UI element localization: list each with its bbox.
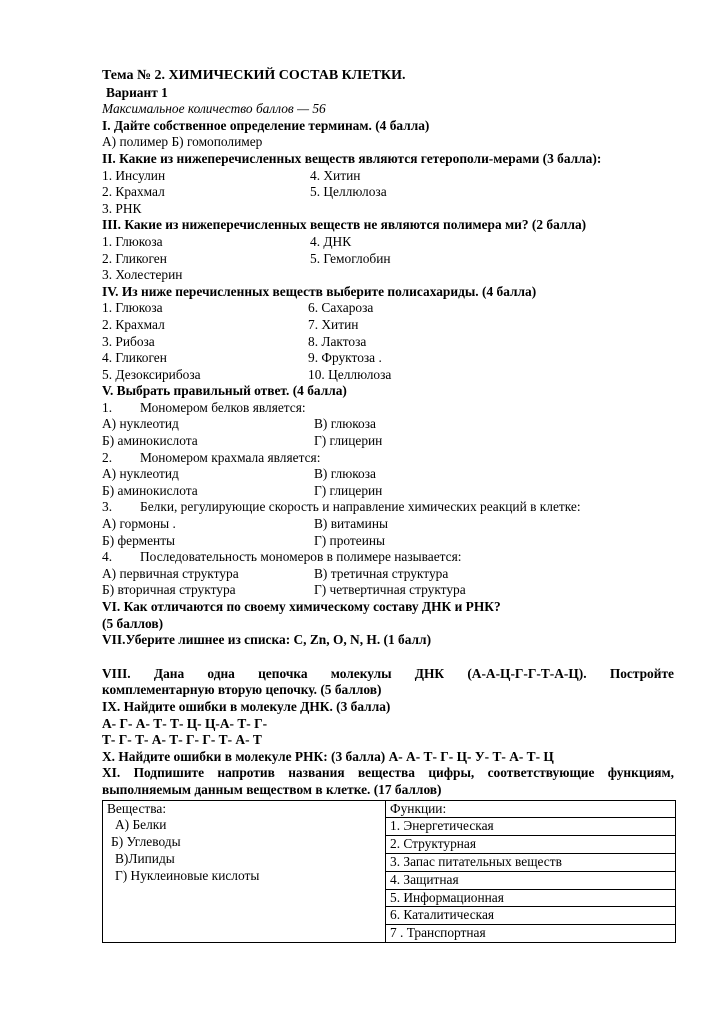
page-title: Тема № 2. ХИМИЧЕСКИЙ СОСТАВ КЛЕТКИ. bbox=[102, 68, 406, 83]
option-left: 3. РНК bbox=[102, 200, 142, 216]
functions-header: Функции: bbox=[390, 800, 447, 816]
option-right: 6. Сахароза bbox=[308, 300, 374, 316]
functions-table bbox=[102, 800, 676, 943]
answer-right: В) третичная структура bbox=[314, 565, 449, 581]
substance-item: Б) Углеводы bbox=[111, 834, 181, 850]
option-right: 10. Целлюлоза bbox=[308, 366, 392, 382]
question-4-option-row bbox=[102, 350, 674, 367]
function-item: 4. Защитная bbox=[386, 871, 675, 889]
subquestion-text bbox=[102, 499, 674, 516]
answer-left: Б) аминокислота bbox=[102, 433, 198, 449]
question-8-task: комплементарную вторую цепочку. (5 баллов) bbox=[102, 682, 382, 698]
subquestion-prompt: Белки, регулирующие скорость и направление химических реакций в клетке: bbox=[140, 499, 581, 515]
substance-item: А) Белки bbox=[115, 817, 167, 833]
question-11-heading: XI. Подпишите напротив названия вещества цифры, соответствующие функциям, bbox=[102, 765, 674, 781]
question-4-option-row bbox=[102, 300, 674, 317]
function-item: 7 . Транспортная bbox=[386, 924, 675, 942]
question-2-option-row bbox=[102, 201, 674, 218]
answer-row bbox=[102, 466, 674, 483]
answer-left: А) первичная структура bbox=[102, 565, 239, 581]
substances-header: Вещества: bbox=[107, 800, 167, 816]
answer-left: Б) вторичная структура bbox=[102, 582, 236, 598]
option-right: 9. Фруктоза . bbox=[308, 350, 382, 366]
substances-column bbox=[103, 800, 386, 942]
answer-left: Б) ферменты bbox=[102, 532, 176, 548]
answer-left: Б) аминокислота bbox=[102, 482, 198, 498]
option-right: 4. Хитин bbox=[310, 167, 361, 183]
question-7-heading: VII.Уберите лишнее из списка: С, Zn, О, N, Н. (1 балл) bbox=[102, 632, 432, 648]
question-8-heading: VIII. Дана одна цепочка молекулы ДНК (А-А-Ц-Г-Г-Т-А-Ц). Постройте bbox=[102, 665, 674, 681]
question-4-option-row bbox=[102, 317, 674, 334]
option-right: 8. Лактоза bbox=[308, 333, 367, 349]
function-item: 5. Информационная bbox=[386, 889, 675, 907]
subquestion-text bbox=[102, 549, 674, 566]
substance-item: В)Липиды bbox=[115, 850, 175, 866]
function-item: 2. Структурная bbox=[386, 835, 675, 853]
answer-row bbox=[102, 416, 674, 433]
subquestion-prompt: Последовательность мономеров в полимере называется: bbox=[140, 549, 462, 565]
option-left: 1. Глюкоза bbox=[102, 233, 163, 249]
answer-right: Г) протеины bbox=[314, 532, 386, 548]
answer-right: Г) глицерин bbox=[314, 433, 383, 449]
answer-right: В) глюкоза bbox=[314, 466, 376, 482]
question-2-option-row bbox=[102, 184, 674, 201]
option-left: 3. Рибоза bbox=[102, 333, 155, 349]
subquestion-number: 2. bbox=[102, 449, 113, 465]
dna-chain-1: А- Г- А- Т- Т- Ц- Ц-А- Т- Г- bbox=[102, 715, 268, 731]
answer-row bbox=[102, 533, 674, 550]
subquestion-text bbox=[102, 450, 674, 467]
answer-right: Г) глицерин bbox=[314, 482, 383, 498]
question-9-heading: IX. Найдите ошибки в молекуле ДНК. (3 балла) bbox=[102, 698, 391, 714]
option-right: 5. Гемоглобин bbox=[310, 250, 391, 266]
dna-chain-2: Т- Г- Т- А- Т- Г- Г- Т- А- Т bbox=[102, 732, 262, 748]
option-left: 5. Дезоксирибоза bbox=[102, 366, 201, 382]
subquestion-prompt: Мономером белков является: bbox=[140, 399, 306, 415]
question-1-terms: А) полимер Б) гомополимер bbox=[102, 134, 263, 150]
variant-label: Вариант 1 bbox=[106, 84, 168, 100]
question-10-heading: X. Найдите ошибки в молекуле РНК: (3 балла) А- А- Т- Г- Ц- У- Т- А- Т- Ц bbox=[102, 748, 554, 764]
answer-row bbox=[102, 582, 674, 599]
function-item: 1. Энергетическая bbox=[386, 817, 675, 835]
question-2-option-row bbox=[102, 168, 674, 185]
function-item: 6. Каталитическая bbox=[386, 906, 675, 924]
max-score-note: Максимальное количество баллов — 56 bbox=[102, 101, 326, 117]
option-left: 3. Холестерин bbox=[102, 267, 183, 283]
worksheet bbox=[102, 68, 674, 943]
answer-left: А) нуклеотид bbox=[102, 416, 179, 432]
answer-row bbox=[102, 566, 674, 583]
question-11-heading-cont: выполняемым данным веществом в клетке. (17 баллов) bbox=[102, 781, 442, 797]
option-right: 4. ДНК bbox=[310, 233, 352, 249]
answer-row bbox=[102, 516, 674, 533]
answer-row bbox=[102, 483, 674, 500]
question-1-heading: I. Дайте собственное определение терминам. (4 балла) bbox=[102, 117, 430, 133]
subquestion-number: 3. bbox=[102, 499, 113, 515]
answer-right: В) витамины bbox=[314, 516, 388, 532]
question-3-heading: III. Какие из нижеперечисленных веществ не являются полимера ми? (2 балла) bbox=[102, 217, 587, 233]
function-item: 3. Запас питательных веществ bbox=[386, 853, 675, 871]
question-4-heading: IV. Из ниже перечисленных веществ выберите полисахариды. (4 балла) bbox=[102, 283, 537, 299]
functions-column bbox=[386, 800, 676, 942]
option-right: 7. Хитин bbox=[308, 316, 359, 332]
question-6-score: (5 баллов) bbox=[102, 615, 164, 631]
question-4-option-row bbox=[102, 334, 674, 351]
option-left: 2. Гликоген bbox=[102, 250, 167, 266]
option-left: 2. Крахмал bbox=[102, 316, 165, 332]
question-5-heading: V. Выбрать правильный ответ. (4 балла) bbox=[102, 383, 347, 399]
question-4-option-row bbox=[102, 367, 674, 384]
answer-left: А) гормоны . bbox=[102, 516, 176, 532]
option-right: 5. Целлюлоза bbox=[310, 184, 387, 200]
answer-row bbox=[102, 433, 674, 450]
substance-item: Г) Нуклеиновые кислоты bbox=[115, 867, 260, 883]
subquestion-number: 4. bbox=[102, 549, 113, 565]
option-left: 1. Глюкоза bbox=[102, 300, 163, 316]
question-6-heading: VI. Как отличаются по своему химическому составу ДНК и РНК? bbox=[102, 599, 501, 614]
subquestion-prompt: Мономером крахмала является: bbox=[140, 449, 321, 465]
answer-right: В) глюкоза bbox=[314, 416, 376, 432]
question-2-heading: II. Какие из нижеперечисленных веществ являются гетерополи-мерами (3 балла): bbox=[102, 150, 602, 166]
answer-right: Г) четвертичная структура bbox=[314, 582, 466, 598]
subquestion-number: 1. bbox=[102, 399, 113, 415]
answer-left: А) нуклеотид bbox=[102, 466, 179, 482]
option-left: 1. Инсулин bbox=[102, 167, 166, 183]
question-3-option-row bbox=[102, 267, 674, 284]
question-3-option-row bbox=[102, 251, 674, 268]
question-3-option-row bbox=[102, 234, 674, 251]
option-left: 4. Гликоген bbox=[102, 350, 167, 366]
option-left: 2. Крахмал bbox=[102, 184, 165, 200]
subquestion-text bbox=[102, 400, 674, 417]
